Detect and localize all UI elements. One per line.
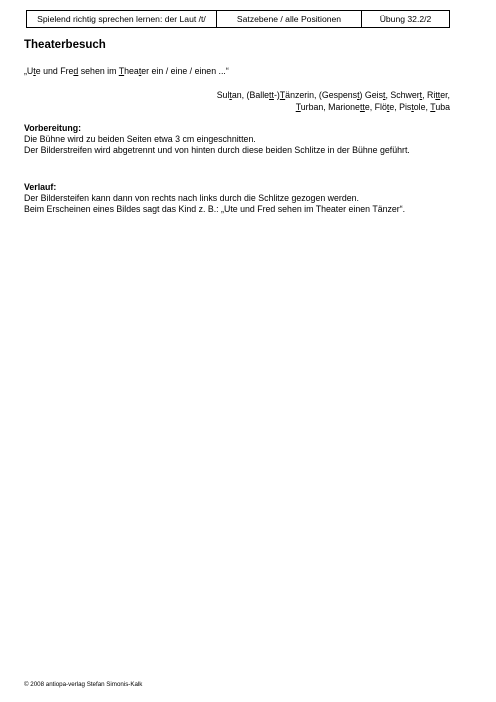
header-table (26, 10, 450, 28)
paragraph: Beim Erscheinen eines Bildes sagt das Kind z. B.: „Ute und Fred sehen im Theater einen Tänzer“. (24, 204, 406, 214)
section-vorbereitung (24, 123, 450, 156)
word-list: Sultan, (Ballett-)Tänzerin, (Gespenst) Geist, Schwert, Ritter, Turban, Marionette, Flöte, Pistole, Tuba (216, 90, 450, 112)
header-level: Satzebene / alle Positionen (217, 11, 362, 28)
section-verlauf (24, 182, 450, 215)
paragraph: Die Bühne wird zu beiden Seiten etwa 3 cm eingeschnitten. (24, 134, 256, 144)
page-title: Theaterbesuch (24, 39, 106, 51)
example-sentence: „Ute und Fred sehen im Theater ein / eine / einen ...“ (24, 66, 229, 76)
header-exercise-number: Übung 32.2/2 (362, 11, 450, 28)
section-heading: Vorbereitung: (24, 123, 82, 133)
paragraph: Der Bilderstreifen wird abgetrennt und von hinten durch diese beiden Schlitze in der Bühne geführt. (24, 145, 410, 155)
header-series-title: Spielend richtig sprechen lernen: der Laut /t/ (27, 11, 217, 28)
copyright-footer: © 2008 antiopa-verlag Stefan Simonis-Kalk (24, 681, 143, 688)
section-heading: Verlauf: (24, 182, 57, 192)
paragraph: Der Bildersteifen kann dann von rechts nach links durch die Schlitze gezogen werden. (24, 193, 359, 203)
